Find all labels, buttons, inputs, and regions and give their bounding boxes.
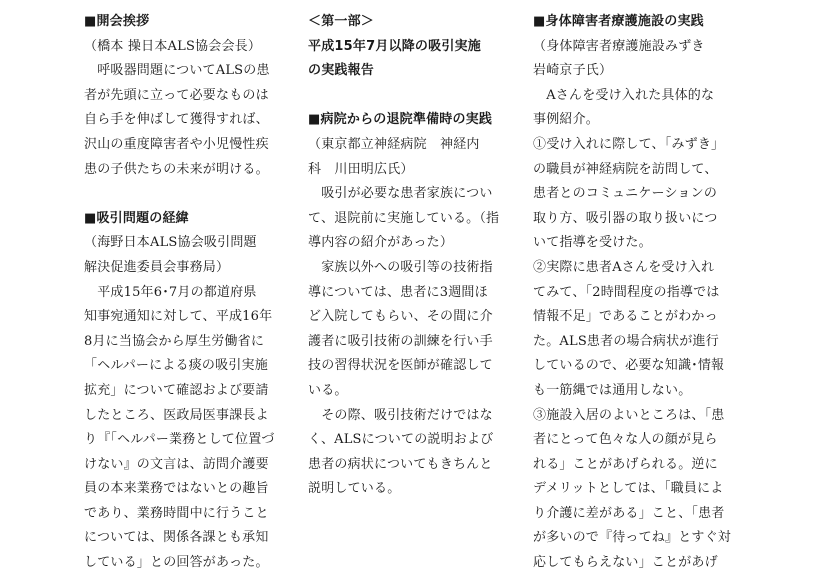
text-line: 事例紹介。	[533, 112, 600, 128]
column-right	[533, 10, 732, 576]
text-line: ②実際に患者Aさんを受け入れ	[533, 259, 715, 275]
section-heading: ■身体障害者療護施設の実践	[533, 14, 704, 29]
text-line: 取り方、吸引器の取り扱いにつ	[533, 210, 718, 226]
section-heading: ＜第一部＞	[308, 14, 375, 29]
text-line: している」との回答があった。	[84, 555, 269, 571]
text-line: 導内容の紹介があった）	[308, 235, 454, 251]
text-line: 岩崎京子氏）	[533, 63, 613, 79]
text-line: 家族以外への吸引等の技術指	[308, 259, 493, 275]
text-line: いる。	[308, 382, 348, 398]
text-line: 患者の病状についてもきちんと	[308, 456, 493, 472]
text-line: については、関係各課とも承知	[84, 530, 269, 546]
text-line: 員の本来業務ではないとの趣旨	[84, 481, 269, 497]
column-middle	[308, 10, 502, 502]
text-line: しているので、必要な知識･情報	[533, 358, 725, 374]
text-line: であり、業務時間中に行うこと	[84, 505, 269, 521]
text-line: したところ、医政局医事課長よ	[84, 407, 269, 423]
text-line: り介護に差がある」こと、「患者	[533, 505, 725, 521]
text-line: ど入院してもらい、その間に介	[308, 309, 493, 325]
text-line: の職員が神経病院を訪問して、	[533, 161, 718, 177]
text-line: 拡充」について確認および要請	[84, 382, 269, 398]
text-line: 知事宛通知に対して、平成16年	[84, 309, 273, 325]
text-line: ①受け入れに際して、「みずき」	[533, 136, 725, 152]
text-line: れる」ことがあげられる。逆に	[533, 456, 718, 472]
text-line: 者が先頭に立って必要なものは	[84, 87, 269, 103]
text-line: 8月に当協会から厚生労働省に	[84, 333, 265, 349]
text-line: 自ら手を伸ばして獲得すれば、	[84, 112, 269, 128]
text-line: 沢山の重度障害者や小児慢性疾	[84, 136, 269, 152]
text-line: （東京都立神経病院 神経内	[308, 136, 480, 152]
text-line: 導については、患者に3週間ほ	[308, 284, 488, 300]
text-line: て、退院前に実施している。（指	[308, 210, 500, 226]
text-line: その際、吸引技術だけではな	[308, 407, 493, 423]
text-line: た。ALS患者の場合病状が進行	[533, 333, 719, 349]
text-line: Aさんを受け入れた具体的な	[533, 87, 715, 103]
text-line: 吸引が必要な患者家族につい	[308, 186, 493, 202]
text-line: が多いので『待ってね』とすぐ対	[533, 530, 732, 546]
text-line: （身体障害者療護施設みずき	[533, 38, 705, 54]
section-heading: ■開会挨拶	[84, 14, 150, 29]
text-line: いて指導を受けた。	[533, 235, 652, 251]
text-line: 護者に吸引技術の訓練を行い手	[308, 333, 493, 349]
text-line: 解決促進委員会事務局）	[84, 259, 230, 275]
text-line: （橋本 操日本ALS協会会長）	[84, 38, 262, 54]
text-line: デメリットとしては、「職員によ	[533, 481, 724, 497]
text-line: 患者とのコミュニケーションの	[533, 186, 718, 202]
text-line: 者にとって色々な人の顔が見ら	[533, 432, 718, 448]
section-heading: ■病院からの退院準備時の実践	[308, 112, 493, 128]
text-line: 情報不足」であることがわかっ	[533, 309, 718, 325]
text-line: （海野日本ALS協会吸引問題	[84, 235, 257, 251]
spacer	[84, 182, 274, 207]
column-left	[84, 10, 274, 576]
text-line: 「ヘルパーによる痰の吸引実施	[84, 358, 268, 374]
section-heading: 平成15年7月以降の吸引実施	[308, 38, 481, 54]
text-line: も一筋縄では通用しない。	[533, 382, 692, 398]
text-line: けない』の文言は、訪問介護要	[84, 456, 269, 472]
text-line: り『「ヘルパー業務として位置づ	[84, 432, 275, 448]
text-line: 説明している。	[308, 481, 401, 497]
text-line: 技の習得状況を医師が確認して	[308, 358, 493, 374]
section-heading: の実践報告	[308, 63, 375, 79]
text-line: 応してもらえない」ことがあげ	[533, 555, 718, 571]
text-line: ③施設入居のよいところは、「患	[533, 407, 725, 423]
text-line: 平成15年6･7月の都道府県	[84, 284, 257, 300]
spacer	[308, 84, 502, 109]
text-line: てみて、「2時間程度の指導では	[533, 284, 720, 300]
text-line: 科 川田明広氏）	[308, 161, 414, 177]
text-line: 患の子供たちの未来が明ける。	[84, 161, 269, 177]
text-line: く、ALSについての説明および	[308, 432, 494, 448]
section-heading: ■吸引問題の経緯	[84, 210, 189, 226]
text-line: 呼吸器問題についてALSの患	[84, 63, 270, 79]
